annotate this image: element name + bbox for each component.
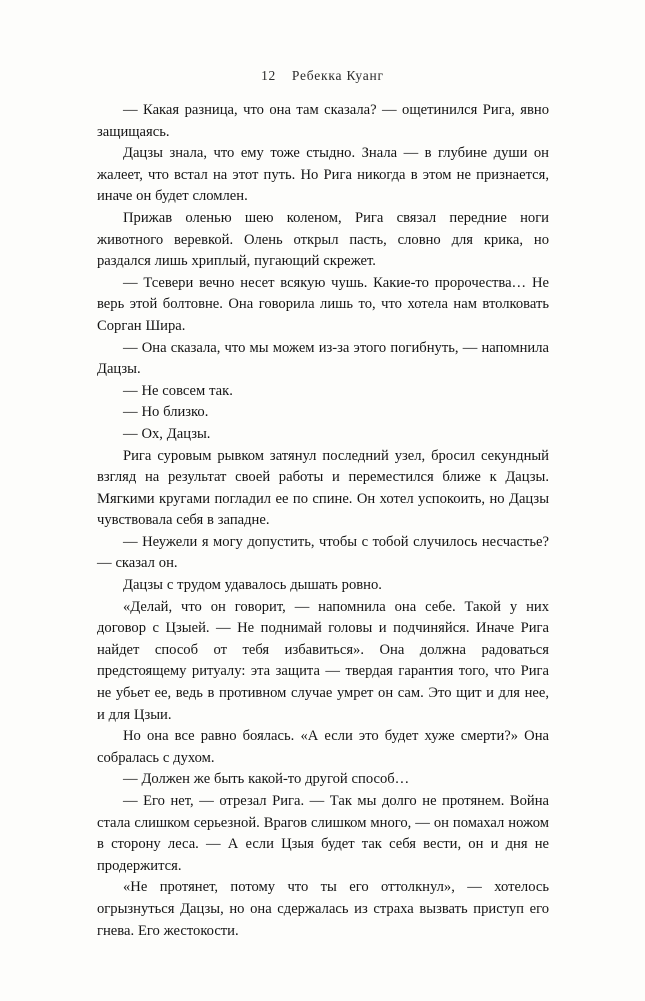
paragraph: — Но близко. bbox=[123, 404, 209, 421]
running-head bbox=[0, 68, 645, 84]
paragraph: — Она сказала, что мы можем из-за этого погибнуть, — напомнила Дацзы. bbox=[97, 339, 549, 378]
paragraph: Дацзы с трудом удавалось дышать ровно. bbox=[123, 577, 382, 594]
paragraph: «Не протянет, потому что ты его оттолкнул», — хотелось огрызнуться Дацзы, но она сдержалась из страха вызвать приступ его гнева. Его жестокости. bbox=[97, 879, 549, 939]
page-number: 12 bbox=[261, 68, 276, 83]
paragraph: — Не совсем так. bbox=[123, 382, 233, 399]
paragraph: — Ох, Дацзы. bbox=[123, 425, 211, 442]
paragraph: «Делай, что он говорит, — напомнила она себе. Такой у них договор с Цзыей. — Не поднимай головы и подчиняйся. Иначе Рига найдет способ от тебя избавиться». Она должна радоваться предстоящему ритуалу: эта защита — твердая гарантия того, что Рига не убьет ее, ведь в противном случае умрет он сам. Это щит и для нее, и для Цзыи. bbox=[97, 598, 549, 723]
author-name: Ребекка Куанг bbox=[291, 68, 384, 83]
paragraph: — Неужели я могу допустить, чтобы с тобой случилось несчастье? — сказал он. bbox=[97, 533, 549, 572]
paragraph: — Должен же быть какой-то другой способ… bbox=[123, 771, 410, 788]
paragraph: Дацзы знала, что ему тоже стыдно. Знала — в глубине души он жалеет, что встал на этот путь. Но Рига никогда в этом не признается, иначе он будет сломлен. bbox=[97, 145, 549, 205]
paragraph: — Его нет, — отрезал Рига. — Так мы долго не протянем. Война стала слишком серьезной. Врагов слишком много, — он помахал ножом в сторону леса. — А если Цзыя будет так себя вести, он и дня не продержится. bbox=[97, 793, 549, 874]
paragraph: Прижав оленью шею коленом, Рига связал передние ноги животного веревкой. Олень открыл пасть, словно для крика, но раздался лишь хриплый, пугающий скрежет. bbox=[97, 209, 549, 270]
paragraph: Но она все равно боялась. «А если это будет хуже смерти?» Она собралась с духом. bbox=[97, 728, 549, 766]
body-text bbox=[97, 100, 549, 942]
paragraph: Рига суровым рывком затянул последний узел, бросил секундный взгляд на результат своей работы и переместился ближе к Дацзы. Мягкими кругами погладил ее по спине. Он хотел успокоить, но Дацзы чувствовала себя в западне. bbox=[97, 447, 549, 529]
paragraph: — Тсевери вечно несет всякую чушь. Какие-то пророчества… Не верь этой болтовне. Она говорила лишь то, что хотела нам втолковать Сорган Шира. bbox=[97, 274, 549, 334]
paragraph: — Какая разница, что она там сказала? — ощетинился Рига, явно защищаясь. bbox=[97, 102, 549, 140]
